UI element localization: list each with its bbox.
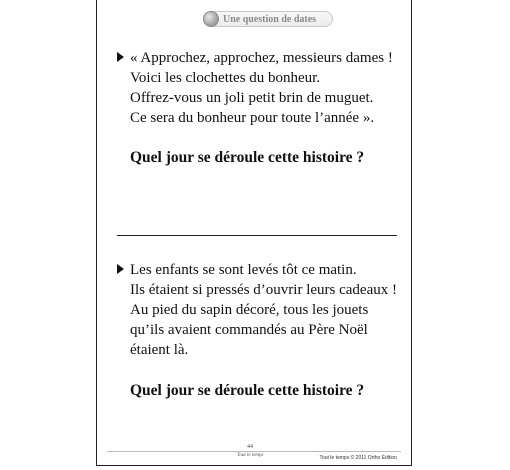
story-line: « Approchez, approchez, messieurs dames !: [130, 50, 393, 66]
triangle-bullet-icon: [117, 264, 124, 274]
story-line: Ils étaient si pressés d’ouvrir leurs cadeaux !: [130, 282, 397, 298]
story-line: étaient là.: [130, 342, 189, 358]
story-line: Au pied du sapin décoré, tous les jouets: [130, 302, 369, 318]
story-line: Ce sera du bonheur pour toute l’année ».: [130, 110, 375, 126]
story-line: Voici les clochettes du bonheur.: [130, 70, 321, 86]
page-number: 44: [247, 444, 253, 450]
footer-book-title: Tout le temps: [237, 453, 264, 458]
story-section-1: [117, 48, 407, 168]
footer-copyright: Tout le temps © 2011 Ortho Édition: [319, 455, 397, 461]
story-section-2: [117, 260, 407, 401]
story-line: Offrez-vous un joli petit brin de muguet.: [130, 90, 374, 106]
story-line: qu’ils avaient commandés au Père Noël: [130, 322, 368, 338]
header-badge-icon: [203, 11, 219, 27]
header-banner: [203, 11, 333, 27]
triangle-bullet-icon: [117, 52, 124, 62]
question-1: Quel jour se déroule cette histoire ?: [130, 149, 365, 166]
footer-divider: [107, 451, 401, 452]
question-2: Quel jour se déroule cette histoire ?: [130, 382, 365, 399]
header-title: Une question de dates: [223, 14, 317, 25]
section-divider: [117, 235, 397, 236]
story-line: Les enfants se sont levés tôt ce matin.: [130, 262, 357, 278]
document-page: [96, 0, 412, 466]
